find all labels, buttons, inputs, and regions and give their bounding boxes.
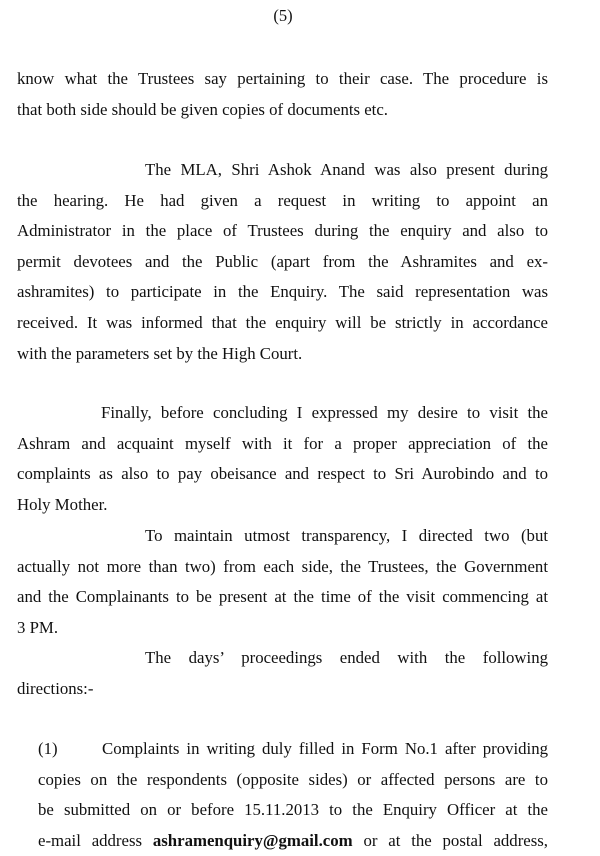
item-number: (1)	[38, 739, 58, 758]
text-line: Finally, before concluding I expressed my desire to visit the	[101, 403, 548, 422]
text-line: permit devotees and the Public (apart from the Ashramites and ex-	[17, 251, 548, 271]
text-line: To maintain utmost transparency, I directed two (but	[145, 526, 548, 545]
paragraph-ashram-visit	[17, 398, 548, 520]
text-line: received. It was informed that the enquiry will be strictly in accordance	[17, 312, 548, 332]
text-line: complaints as also to pay obeisance and respect to Sri Aurobindo and to	[17, 464, 548, 484]
paragraph-directions	[17, 643, 548, 704]
text-line-email	[38, 826, 548, 856]
text-line: The MLA, Shri Ashok Anand was also present during	[145, 160, 548, 179]
text-line: ashramites) to participate in the Enquiry. The said representation was	[17, 282, 548, 302]
text-line: Holy Mother.	[17, 494, 108, 514]
text-line: with the parameters set by the High Court.	[17, 343, 303, 363]
page-number: (5)	[273, 6, 293, 25]
paragraph-transparency	[17, 521, 548, 643]
text-line: actually not more than two) from each side, the Trustees, the Government	[17, 556, 548, 576]
text-line: Ashram and acquaint myself with it for a proper appreciation of the	[17, 433, 548, 453]
text-line: be submitted on or before 15.11.2013 to the Enquiry Officer at the	[38, 800, 548, 820]
text-line: directions:-	[17, 678, 94, 698]
text-line: copies on the respondents (opposite sides) or affected persons are to	[38, 769, 548, 789]
text-line: that both side should be given copies of documents etc.	[17, 99, 388, 119]
paragraph-trustees-case	[17, 64, 548, 125]
text-line: the hearing. He had given a request in writing to appoint an	[17, 190, 548, 210]
email-prefix-text: e-mail address	[38, 830, 153, 850]
paragraph-mla-request	[17, 155, 548, 369]
text-line: and the Complainants to be present at the time of the visit commencing at	[17, 587, 548, 607]
text-line: 3 PM.	[17, 617, 59, 637]
email-address: ashramenquiry@gmail.com	[152, 830, 353, 850]
direction-item-1	[38, 734, 548, 856]
email-suffix-text: or at the postal address,	[352, 830, 548, 850]
text-line: know what the Trustees say pertaining to their case. The procedure is	[17, 69, 548, 88]
text-line: Complaints in writing duly filled in Form No.1 after providing	[102, 739, 548, 758]
text-line: The days’ proceedings ended with the following	[145, 648, 548, 667]
text-line: Administrator in the place of Trustees during the enquiry and also to	[17, 221, 548, 241]
